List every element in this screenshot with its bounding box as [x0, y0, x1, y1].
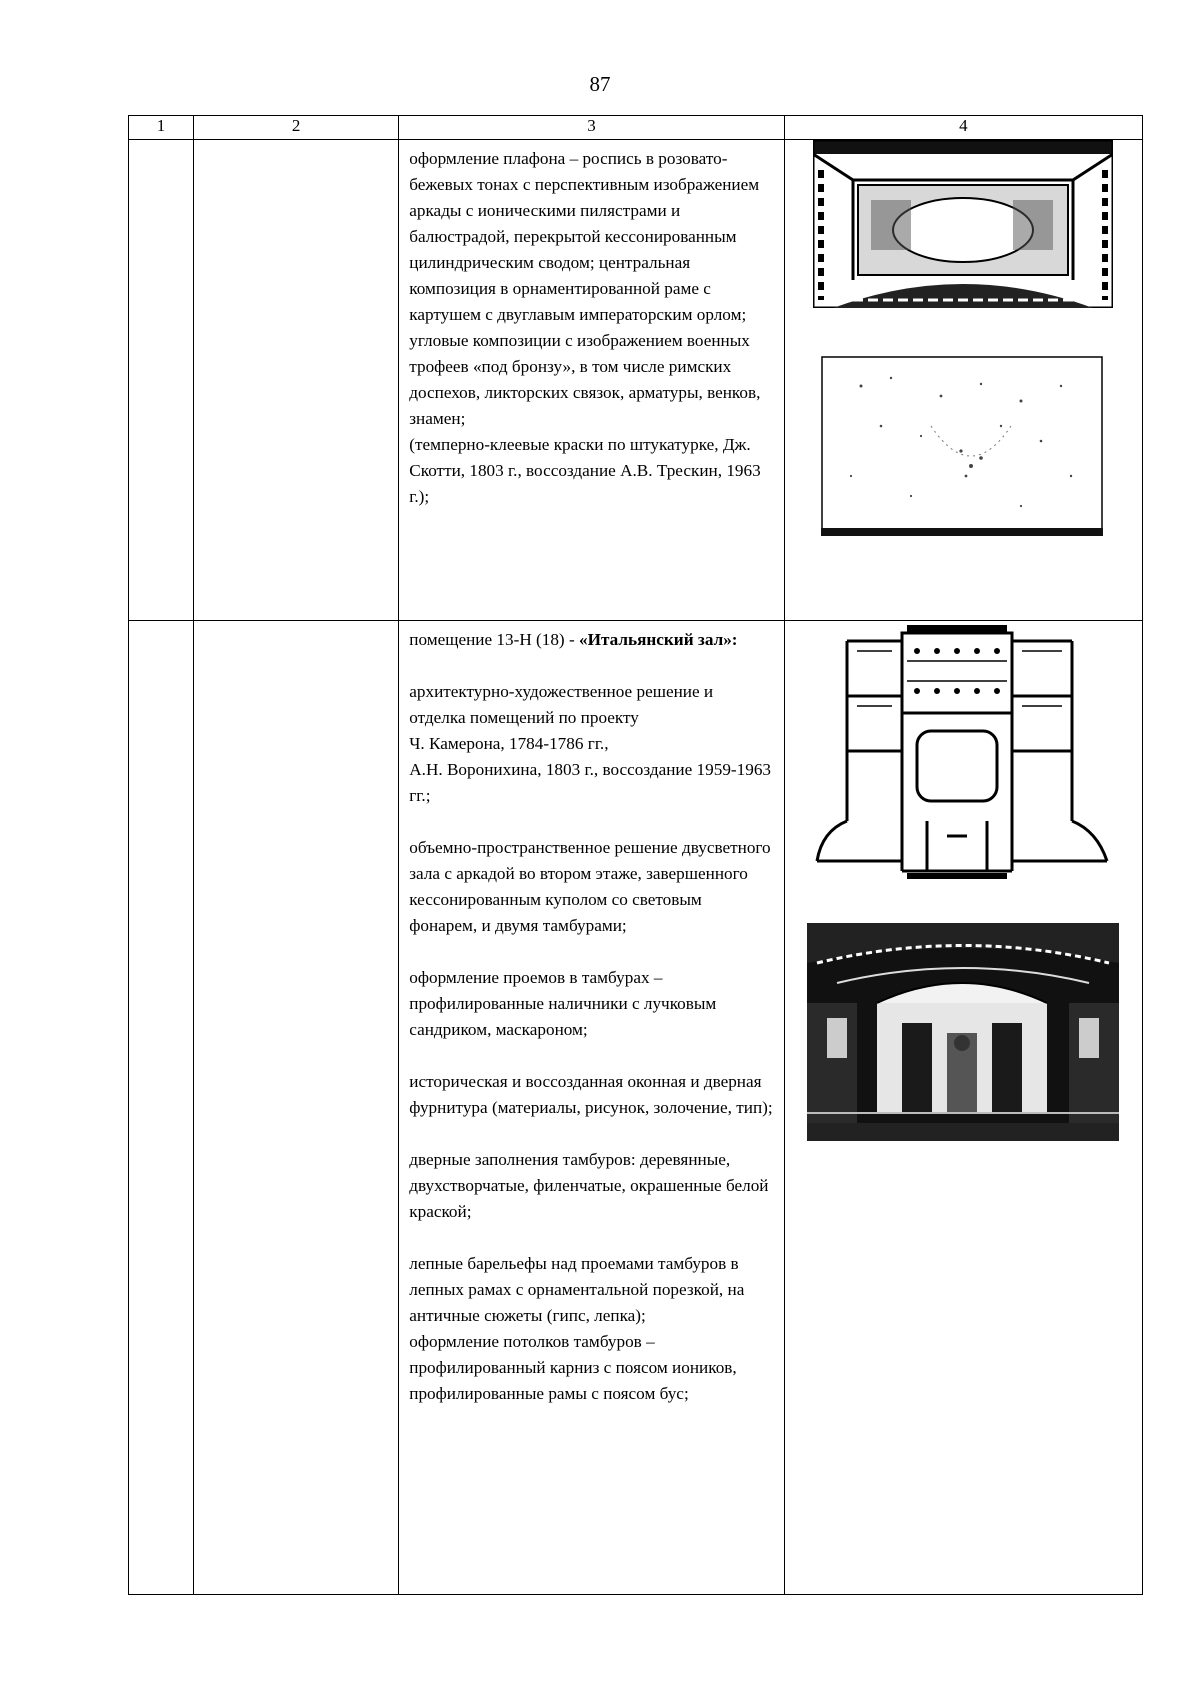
- decor-item: дверные заполнения тамбуров: деревянные, двухстворчатые, филенчатые, окрашенные белой краской;: [409, 1150, 769, 1221]
- plafond-technique: (темперно-клеевые краски по штукатурке, Дж. Скотти, 1803 г., воссоздание А.В. Трескин, 1963 г.);: [409, 435, 761, 506]
- decor-item: объемно-пространственное решение двусветного зала с аркадой во втором этаже, завершенного кессонированным куполом со световым фонарем, и двумя тамбурами;: [409, 838, 771, 935]
- floor-plan-drawing: [807, 621, 1117, 903]
- decor-item: историческая и воссозданная оконная и дверная фурнитура (материалы, рисунок, золочение, тип);: [409, 1072, 773, 1117]
- ornament-drawing: [821, 356, 1103, 536]
- room-title: [409, 627, 773, 653]
- monument-description-table: [128, 115, 1143, 1595]
- cell-description: [399, 621, 784, 1595]
- header-col-4: 4: [784, 116, 1142, 140]
- cell-name: [194, 621, 399, 1595]
- cell-name: [194, 140, 399, 621]
- header-col-2: 2: [194, 116, 399, 140]
- decor-item: Ч. Камерона, 1784-1786 гг.,: [409, 734, 609, 753]
- page-number: 87: [589, 72, 611, 96]
- table-row: [129, 621, 1143, 1595]
- cell-photos: [784, 140, 1142, 621]
- decor-item: архитектурно-художественное решение и отделка помещений по проекту: [409, 682, 714, 727]
- ceiling-painting-photo: [813, 140, 1113, 308]
- room-name: «Итальянский зал»:: [578, 630, 738, 649]
- table-row: [129, 140, 1143, 621]
- plafond-description: оформление плафона – роспись в розовато-бежевых тонах с перспективным изображением аркады с ионическими пилястрами и балюстрадой, перекрытой кессонированным цилиндрическим сводом; центральная композиция в орнаментированной раме с картушем с двуглавым императорским орлом; угловые композиции с изображением военных трофеев «под бронзу», в том числе римских доспехов, ликторских связок, арматуры, венков, знамен;: [409, 149, 761, 428]
- decor-item: оформление потолков тамбуров – профилированный карниз с поясом иоников, профилированные рамы с поясом бус;: [409, 1332, 737, 1403]
- cell-description: [399, 140, 784, 621]
- header-col-3: 3: [399, 116, 784, 140]
- decor-item: лепные барельефы над проемами тамбуров в лепных рамах с орнаментальной порезкой, на античные сюжеты (гипс, лепка);: [409, 1254, 745, 1325]
- header-col-1: 1: [129, 116, 194, 140]
- room-prefix: помещение 13-Н (18) -: [409, 630, 579, 649]
- cell-number: [129, 140, 194, 621]
- cell-photos: [784, 621, 1142, 1595]
- decor-item: оформление проемов в тамбурах – профилированные наличники с лучковым сандриком, маскароном;: [409, 968, 717, 1039]
- table-header-row: [129, 116, 1143, 140]
- decor-item: А.Н. Воронихина, 1803 г., воссоздание 1959-1963 гг.;: [409, 760, 772, 805]
- italian-hall-interior-photo: [807, 923, 1119, 1141]
- cell-number: [129, 621, 194, 1595]
